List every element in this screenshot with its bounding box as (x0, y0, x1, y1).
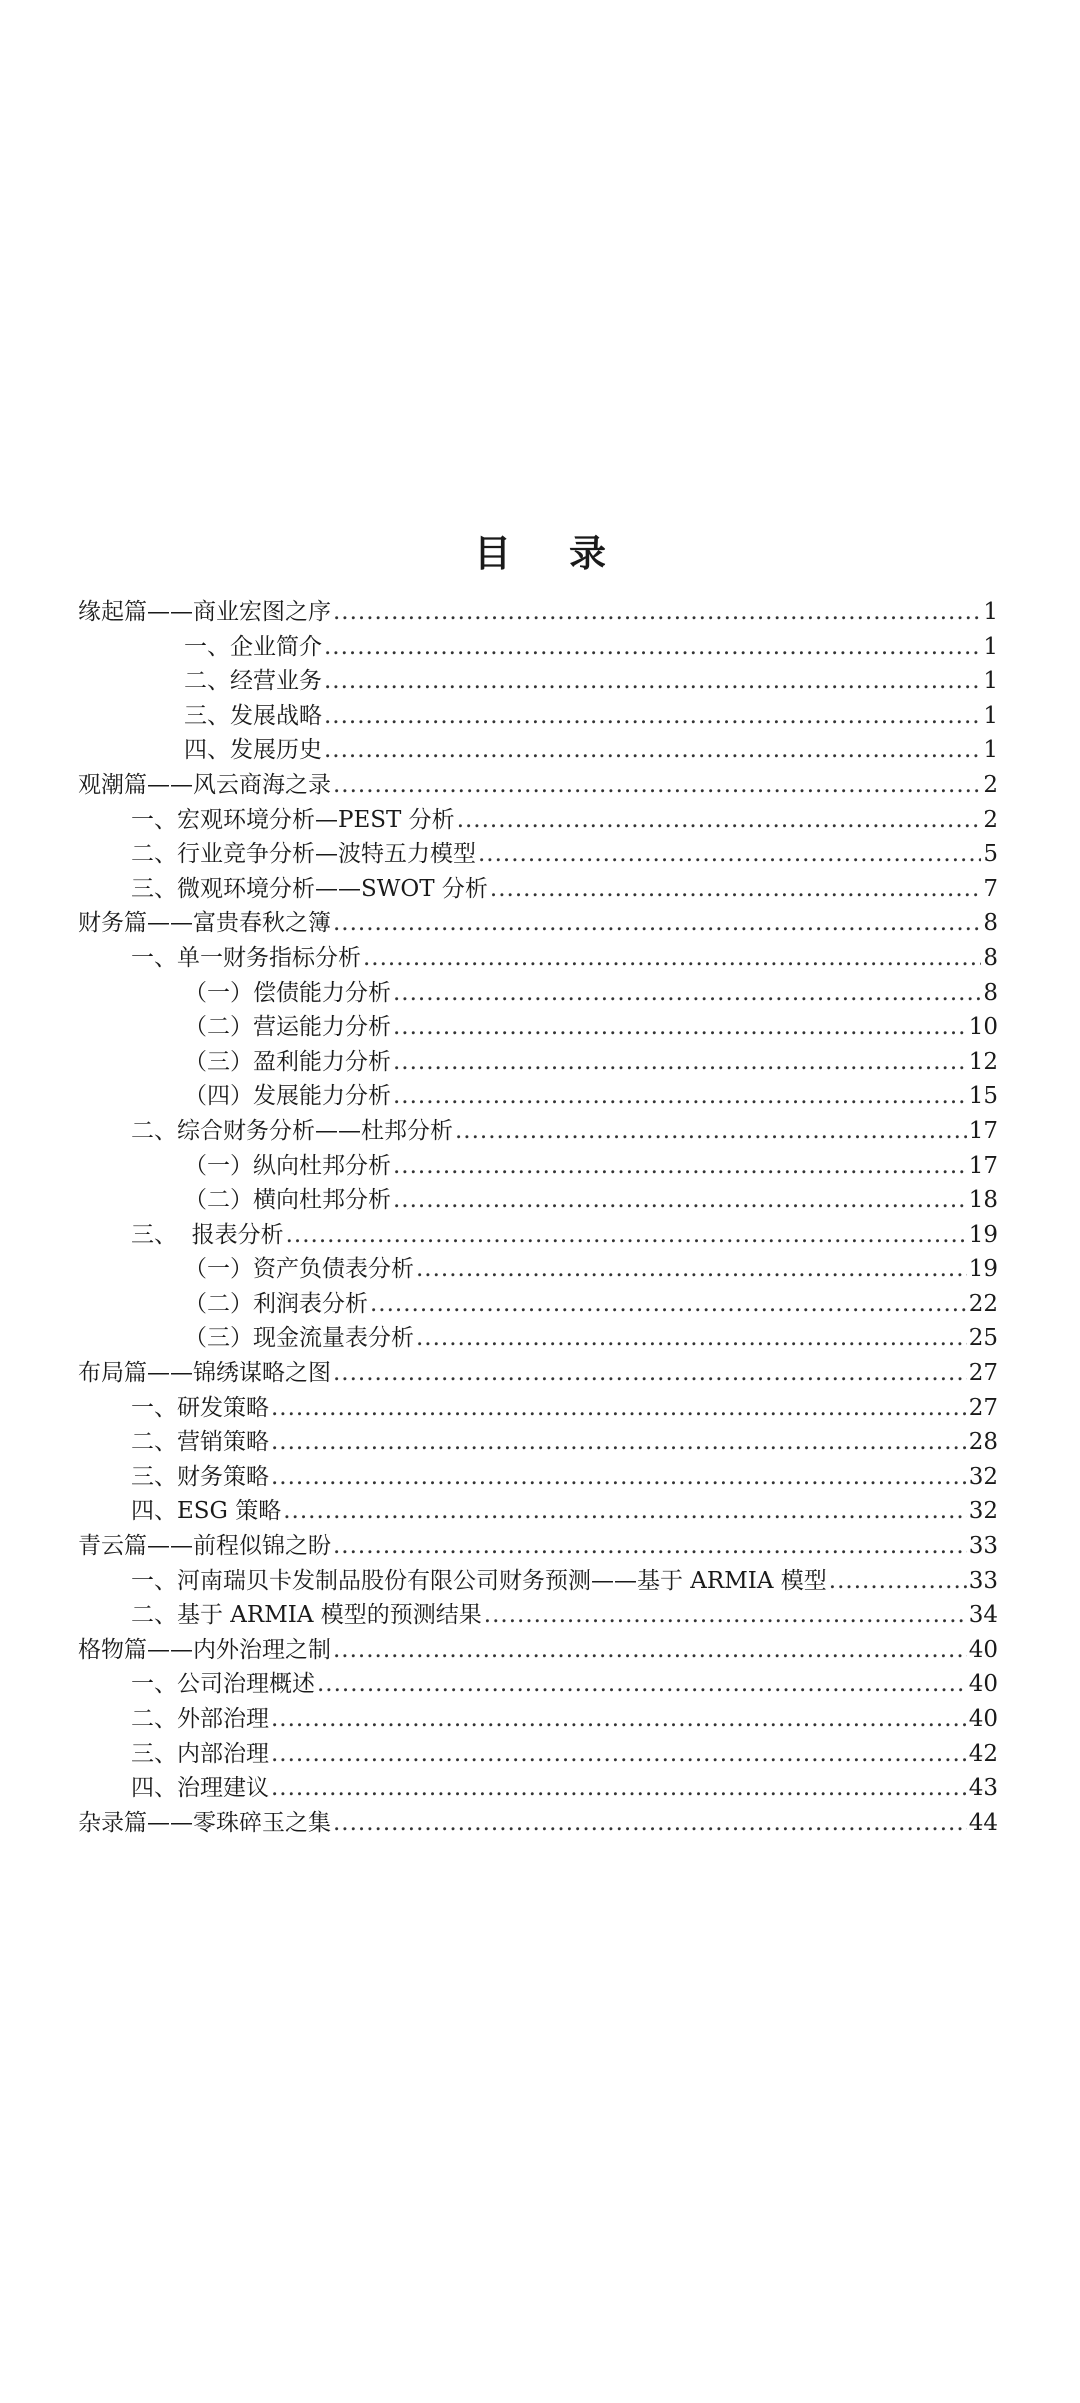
toc-entry-section[interactable] (78, 1737, 998, 1772)
dot-leader (416, 1252, 967, 1287)
toc-entry-page: 33 (968, 1533, 998, 1560)
toc-entry-label: 观潮篇——风云商海之录 (78, 771, 331, 798)
toc-entry-section[interactable] (78, 1218, 998, 1253)
toc-entry-page: 33 (968, 1567, 998, 1594)
toc-entry-label: （三）现金流量表分析 (184, 1325, 414, 1352)
toc-entry-subsection[interactable] (78, 1183, 998, 1218)
toc-entry-page: 40 (968, 1671, 998, 1698)
toc-entry-part[interactable] (78, 906, 998, 941)
toc-entry-section[interactable] (78, 1702, 998, 1737)
toc-entry-label: 三、内部治理 (131, 1740, 269, 1767)
dot-leader (416, 1321, 967, 1356)
toc-entry-page: 32 (968, 1498, 998, 1525)
toc-entry-page: 43 (968, 1775, 998, 1802)
toc-entry-section[interactable] (78, 1425, 998, 1460)
toc-entry-label: 财务篇——富贵春秋之簿 (78, 910, 331, 937)
dot-leader (490, 872, 981, 907)
toc-entry-page: 1 (983, 737, 998, 764)
toc-entry-label: 缘起篇——商业宏图之序 (78, 599, 331, 625)
dot-leader (393, 1010, 967, 1045)
toc-entry-page: 8 (983, 944, 998, 971)
toc-entry-page: 15 (968, 1083, 998, 1110)
toc-entry-label: 青云篇——前程似锦之盼 (78, 1533, 331, 1560)
toc-entry-section[interactable] (78, 1460, 998, 1495)
dot-leader (333, 1529, 967, 1564)
dot-leader (393, 1079, 967, 1114)
dot-leader (393, 1045, 967, 1080)
dot-leader (271, 1425, 967, 1460)
toc-entry-subsection[interactable] (78, 1149, 998, 1184)
toc-entry-page: 40 (968, 1706, 998, 1732)
toc-entry-page: 12 (968, 1048, 998, 1075)
toc-entry-page: 5 (983, 841, 998, 868)
toc-entry-label: 四、治理建议 (131, 1775, 269, 1802)
toc-entry-label: 二、基于 ARMIA 模型的预测结果 (131, 1602, 482, 1629)
toc-entry-section[interactable] (78, 630, 998, 665)
toc-entry-page: 17 (968, 1117, 998, 1144)
toc-entry-section[interactable] (78, 1114, 998, 1149)
toc-entry-page: 40 (968, 1636, 998, 1663)
dot-leader (286, 1218, 967, 1253)
toc-entry-subsection[interactable] (78, 976, 998, 1011)
toc-entry-part[interactable] (78, 768, 998, 803)
toc-entry-section[interactable] (78, 1564, 998, 1599)
toc-entry-label: 三、微观环境分析——SWOT 分析 (131, 875, 488, 902)
toc-entry-label: 一、公司治理概述 (131, 1671, 315, 1698)
dot-leader (484, 1598, 967, 1633)
toc-entry-page: 19 (968, 1256, 998, 1283)
toc-entry-page: 28 (968, 1429, 998, 1456)
dot-leader (271, 1702, 967, 1737)
toc-entry-section[interactable] (78, 803, 998, 838)
toc-entry-label: 二、外部治理 (131, 1706, 269, 1732)
toc-entry-subsection[interactable] (78, 1252, 998, 1287)
toc-entry-section[interactable] (78, 699, 998, 734)
toc-entry-subsection[interactable] (78, 1321, 998, 1356)
toc-entry-section[interactable] (78, 1391, 998, 1426)
toc-entry-label: 杂录篇——零珠碎玉之集 (78, 1809, 331, 1836)
toc-entry-page: 2 (983, 771, 998, 798)
toc-entry-label: 二、营销策略 (131, 1429, 269, 1456)
toc-entry-label: 三、 报表分析 (131, 1221, 284, 1248)
toc-entry-page: 42 (968, 1740, 998, 1767)
toc-entry-label: 格物篇——内外治理之制 (78, 1636, 331, 1663)
dot-leader (393, 1183, 967, 1218)
toc-entry-page: 10 (968, 1014, 998, 1041)
toc-entry-page: 34 (968, 1602, 998, 1629)
toc-entry-page: 1 (983, 668, 998, 695)
toc-entry-part[interactable] (78, 1633, 998, 1668)
dot-leader (324, 699, 981, 734)
toc-entry-page: 18 (968, 1187, 998, 1214)
dot-leader (271, 1737, 967, 1772)
table-of-contents (78, 595, 998, 1840)
toc-entry-page: 44 (968, 1809, 998, 1836)
toc-entry-label: 四、发展历史 (184, 737, 322, 764)
toc-entry-page: 17 (968, 1152, 998, 1179)
toc-entry-page: 27 (968, 1360, 998, 1387)
dot-leader (271, 1460, 967, 1495)
toc-entry-page: 2 (983, 806, 998, 833)
toc-entry-page: 1 (983, 599, 998, 625)
toc-entry-part[interactable] (78, 1529, 998, 1564)
dot-leader (333, 1356, 967, 1391)
toc-entry-label: 一、企业简介 (184, 633, 322, 660)
toc-entry-label: 二、综合财务分析——杜邦分析 (131, 1117, 453, 1144)
toc-entry-subsection[interactable] (78, 1010, 998, 1045)
toc-entry-part[interactable] (78, 595, 998, 630)
toc-entry-page: 8 (983, 979, 998, 1006)
toc-entry-label: （三）盈利能力分析 (184, 1048, 391, 1075)
toc-entry-part[interactable] (78, 1806, 998, 1841)
toc-entry-section[interactable] (78, 1771, 998, 1806)
toc-entry-page: 25 (968, 1325, 998, 1352)
dot-leader (393, 1149, 967, 1184)
toc-entry-label: 布局篇——锦绣谋略之图 (78, 1360, 331, 1387)
dot-leader (324, 630, 981, 665)
toc-title: 目录 (474, 531, 664, 575)
toc-entry-label: 一、单一财务指标分析 (131, 944, 361, 971)
dot-leader (370, 1287, 967, 1322)
toc-entry-page: 22 (968, 1290, 998, 1317)
toc-entry-section[interactable] (78, 837, 998, 872)
toc-entry-label: （二）横向杜邦分析 (184, 1187, 391, 1214)
toc-entry-label: 二、经营业务 (184, 668, 322, 695)
dot-leader (283, 1494, 966, 1529)
toc-entry-label: 二、行业竞争分析—波特五力模型 (131, 841, 476, 868)
dot-leader (478, 837, 981, 872)
toc-entry-label: 一、研发策略 (131, 1394, 269, 1421)
toc-entry-section[interactable] (78, 1494, 998, 1529)
dot-leader (333, 768, 981, 803)
dot-leader (324, 664, 981, 699)
toc-entry-label: 一、宏观环境分析—PEST 分析 (131, 806, 455, 833)
toc-entry-page: 7 (983, 875, 998, 902)
dot-leader (324, 733, 981, 768)
toc-entry-page: 19 (968, 1221, 998, 1248)
toc-entry-section[interactable] (78, 941, 998, 976)
toc-entry-page: 1 (983, 633, 998, 660)
toc-entry-part[interactable] (78, 1356, 998, 1391)
toc-entry-subsection[interactable] (78, 1045, 998, 1080)
toc-entry-label: （四）发展能力分析 (184, 1083, 391, 1110)
dot-leader (333, 1633, 967, 1668)
toc-entry-section[interactable] (78, 1598, 998, 1633)
toc-entry-label: 三、发展战略 (184, 702, 322, 729)
dot-leader (455, 1114, 967, 1149)
toc-entry-section[interactable] (78, 733, 998, 768)
toc-entry-label: （二）利润表分析 (184, 1290, 368, 1317)
toc-entry-page: 1 (983, 702, 998, 729)
dot-leader (333, 906, 981, 941)
toc-entry-section[interactable] (78, 872, 998, 907)
toc-entry-label: 四、ESG 策略 (131, 1498, 282, 1525)
dot-leader (363, 941, 981, 976)
toc-entry-label: 三、财务策略 (131, 1463, 269, 1490)
toc-entry-label: （一）资产负债表分析 (184, 1256, 414, 1283)
toc-entry-page: 27 (968, 1394, 998, 1421)
toc-entry-page: 8 (983, 910, 998, 937)
toc-entry-label: （一）纵向杜邦分析 (184, 1152, 391, 1179)
toc-entry-section[interactable] (78, 1667, 998, 1702)
toc-entry-subsection[interactable] (78, 1287, 998, 1322)
dot-leader (393, 976, 981, 1011)
dot-leader (317, 1667, 967, 1702)
toc-entry-label: （二）营运能力分析 (184, 1014, 391, 1041)
dot-leader (333, 1806, 967, 1841)
dot-leader (333, 595, 981, 630)
toc-entry-label: （一）偿债能力分析 (184, 979, 391, 1006)
dot-leader (457, 803, 982, 838)
toc-entry-section[interactable] (78, 664, 998, 699)
toc-entry-page: 32 (968, 1463, 998, 1490)
toc-entry-label: 一、河南瑞贝卡发制品股份有限公司财务预测——基于 ARMIA 模型 (131, 1567, 827, 1594)
dot-leader (829, 1564, 967, 1599)
dot-leader (271, 1391, 967, 1426)
dot-leader (271, 1771, 967, 1806)
toc-entry-subsection[interactable] (78, 1079, 998, 1114)
